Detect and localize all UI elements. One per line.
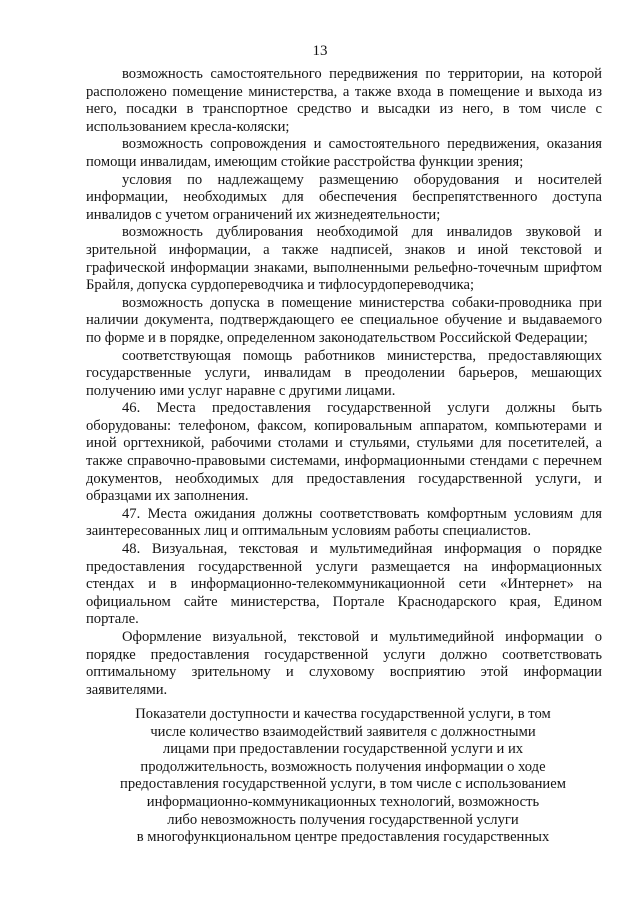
paragraph-staff-assistance: соответствующая помощь работников министерства, предоставляющих государственные услуги, инвалидам в преодолении барьеров, мешающих получению ими услуг наравне с другими лицами. [86,347,602,399]
page-number: 13 [312,43,328,59]
paragraph-guide-dog: возможность допуска в помещение министерства собаки-проводника при наличии документа, подтверждающего ее специальное обучение и выдаваемого по форме и в порядке, определенном законодательством Российской Федерации; [86,294,602,346]
paragraph-information-design: Оформление визуальной, текстовой и мультимедийной информации о порядке предоставления государственной услуги должно соответствовать оптимальному зрительному и слуховому восприятию этой информации заявителями. [86,629,602,698]
heading-line: предоставления государственной услуги, в том числе с использованием [120,776,566,793]
paragraph-mobility: возможность самостоятельного передвижения по территории, на которой расположено помещение министерства, а также входа в помещение и выхода из него, посадки в транспортное средство и высадки из него, в том числе с использованием кресла-коляски; [86,66,602,135]
paragraph-information-duplication: возможность дублирования необходимой для инвалидов звуковой и зрительной информации, а также надписей, знаков и иной текстовой и графической информации знаками, выполненными рельефно-точечным шрифтом Брайля, допуска сурдопереводчика и тифлосурдопереводчика; [86,224,602,294]
paragraph-equipment-placement: условия по надлежащему размещению оборудования и носителей информации, необходимых для обеспечения беспрепятственного доступа инвалидов с учетом ограничений их жизнедеятельности; [86,171,602,223]
heading-line: либо невозможность получения государственной услуги [167,811,519,828]
heading-line: числе количество взаимодействий заявителя с должностными [150,723,536,740]
body-text [86,66,602,699]
heading-line: продолжительность, возможность получения информации о ходе [140,758,546,775]
section-heading [100,706,586,847]
paragraph-vision-assistance: возможность сопровождения и самостоятельного передвижения, оказания помощи инвалидам, имеющим стойкие расстройства функции зрения; [86,136,602,170]
paragraph-48-information-placement: 48. Визуальная, текстовая и мультимедийная информация о порядке предоставления государственной услуги размещается на информационных стендах и в информационно-телекоммуникационной сети «Интернет» на официальном сайте министерства, Портале Краснодарского края, Едином портале. [86,541,602,628]
paragraph-47-waiting-places: 47. Места ожидания должны соответствовать комфортным условиям для заинтересованных лиц и оптимальным условиям работы специалистов. [86,505,602,540]
heading-line: Показатели доступности и качества государственной услуги, в том [135,706,551,722]
heading-line: лицами при предоставлении государственной услуги и их [162,741,524,758]
paragraph-46-service-places: 46. Места предоставления государственной услуги должны быть оборудованы: телефоном, факсом, копировальным аппаратом, компьютерами и иной оргтехникой, рабочими столами и стульями, стульями для посетителей, а также справочно-правовыми системами, информационными стендами с перечнем документов, необходимых для предоставления государственной услуги, и образцами их заполнения. [86,400,602,505]
heading-line: в многофункциональном центре предоставления государственных [136,829,550,846]
heading-line: информационно-коммуникационных технологий, возможность [146,793,540,810]
